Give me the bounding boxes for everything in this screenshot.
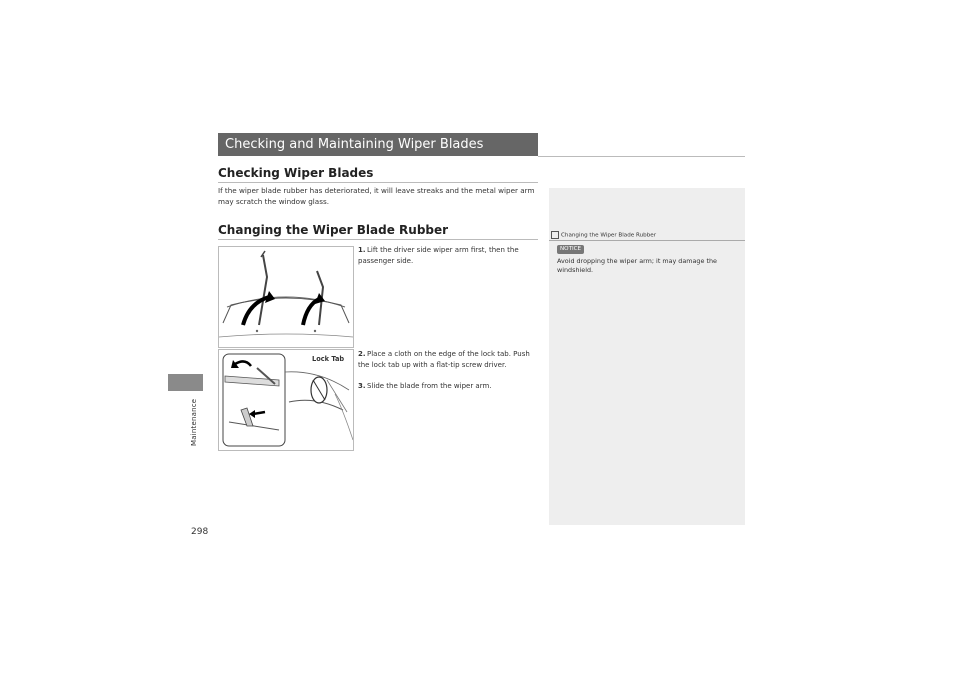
note-rule <box>549 240 745 241</box>
step-number: 1. <box>358 246 366 254</box>
changing-heading: Changing the Wiper Blade Rubber <box>218 223 449 237</box>
step-3 <box>358 381 540 392</box>
step-text: Lift the driver side wiper arm first, then the passenger side. <box>358 246 519 265</box>
changing-heading-rule <box>218 239 538 240</box>
step-1 <box>358 245 540 266</box>
windshield-wipers-illustration <box>219 247 353 347</box>
chapter-tab <box>168 374 203 391</box>
note-title <box>551 231 656 239</box>
section-title: Checking and Maintaining Wiper Blades <box>225 137 484 152</box>
lock-tab-illustration <box>219 350 353 450</box>
section-banner <box>218 133 538 156</box>
note-text: Avoid dropping the wiper arm; it may damage the windshield. <box>557 257 717 274</box>
note-title-text: Changing the Wiper Blade Rubber <box>561 232 657 239</box>
checking-heading: Checking Wiper Blades <box>218 166 374 180</box>
lock-tab-figure <box>218 349 354 451</box>
notice-badge: NOTICE <box>557 245 584 254</box>
checking-heading-rule <box>218 182 538 183</box>
step-text: Slide the blade from the wiper arm. <box>367 382 492 390</box>
step-2 <box>358 349 540 370</box>
step-number: 3. <box>358 382 366 390</box>
checking-body: If the wiper blade rubber has deteriorated, it will leave streaks and the metal wiper arm may scratch the window glass. <box>218 186 535 206</box>
banner-rule <box>538 156 745 157</box>
reference-icon <box>551 231 559 239</box>
wiper-lift-figure <box>218 246 354 348</box>
page-number: 298 <box>191 527 209 537</box>
step-number: 2. <box>358 350 366 358</box>
lock-tab-callout: Lock Tab <box>312 355 345 363</box>
step-text: Place a cloth on the edge of the lock tab. Push the lock tab up with a flat-tip screw driver. <box>358 350 530 369</box>
chapter-label: Maintenance <box>190 398 198 446</box>
